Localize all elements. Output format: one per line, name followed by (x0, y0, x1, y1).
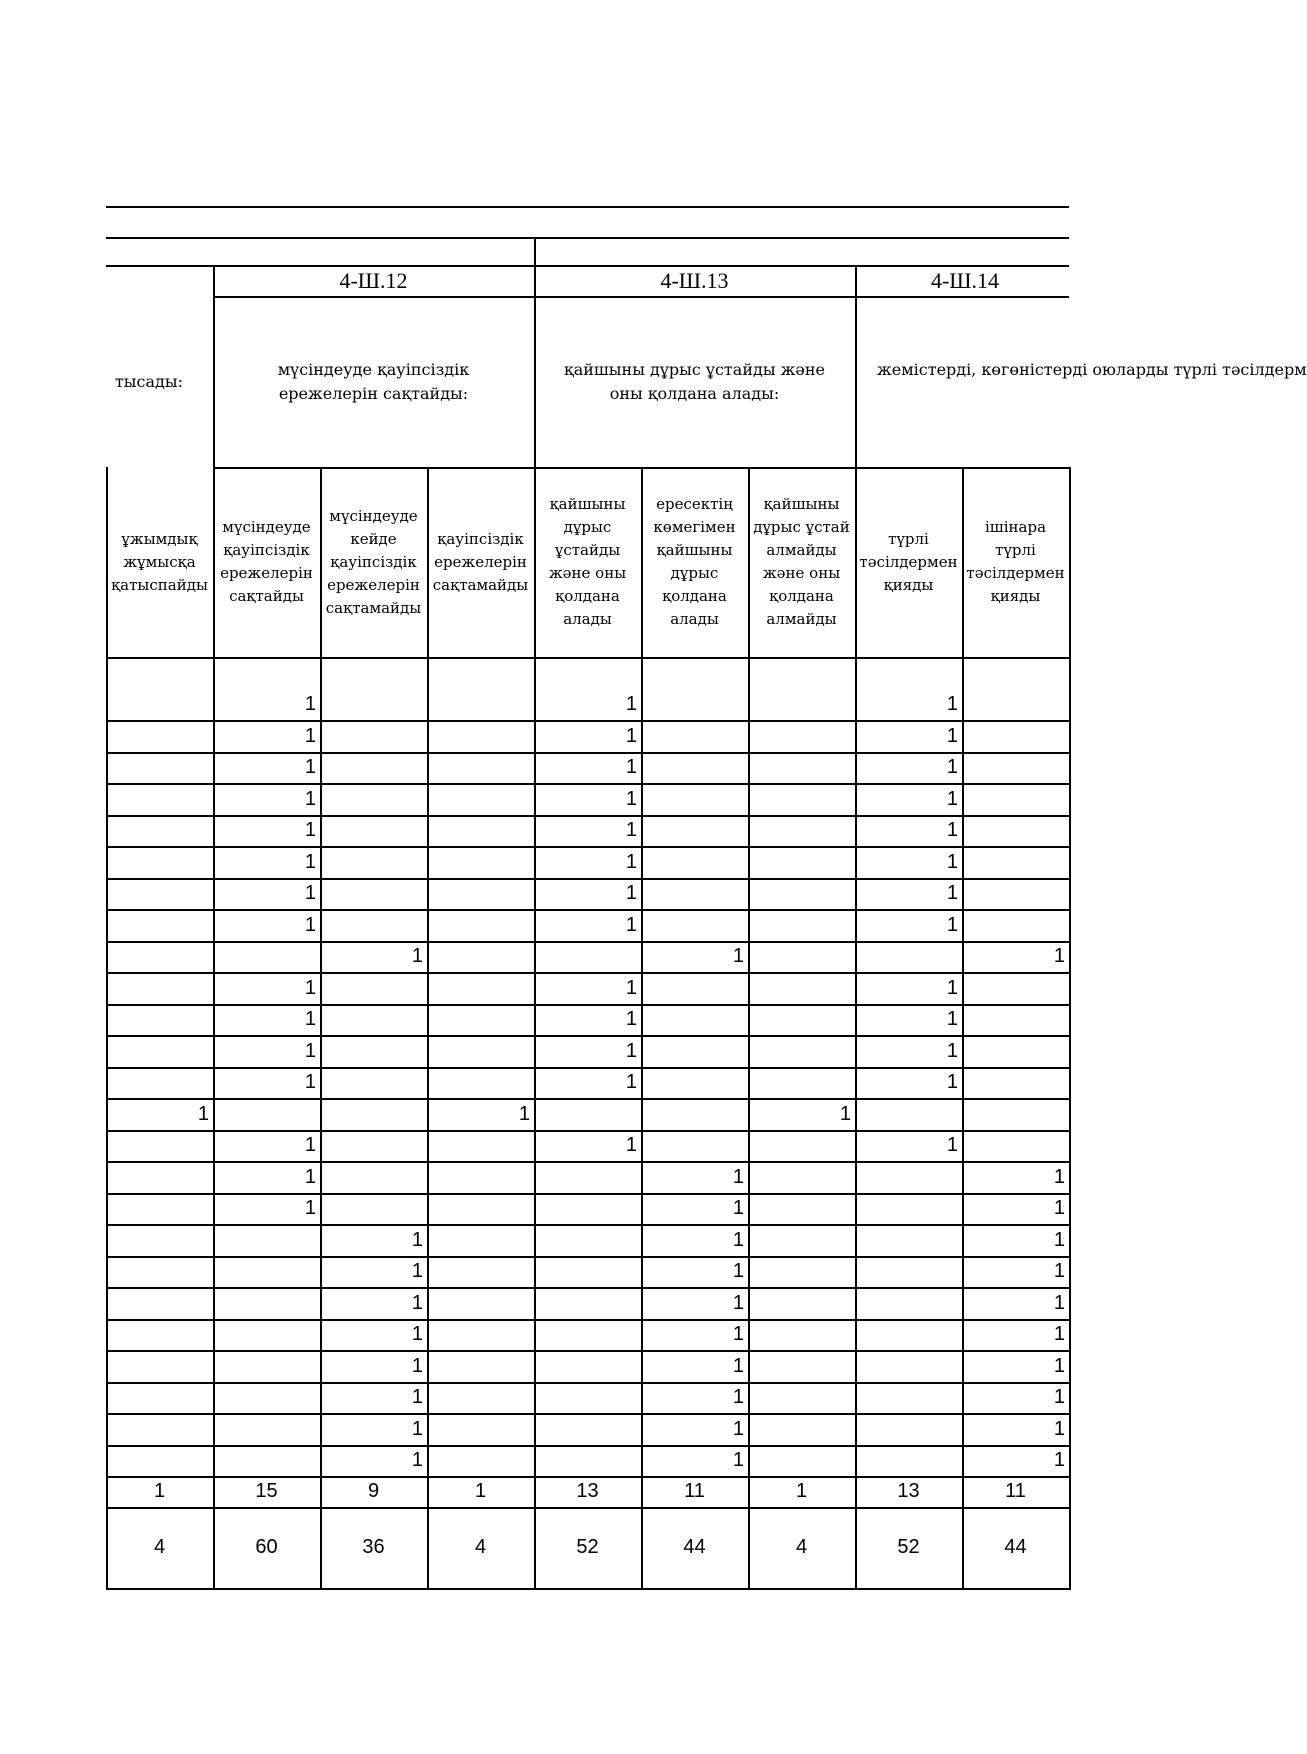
table-cell (106, 1382, 213, 1413)
group-description: мүсіндеуде қауіпсіздік ережелерін сақтайды: (277, 360, 470, 403)
table-cell (106, 1445, 213, 1476)
table-cell: 1 (304, 882, 316, 904)
table-cell (748, 1351, 855, 1382)
table-cell: 1 (946, 1134, 958, 1156)
table-cell (427, 815, 534, 846)
table-cell (641, 1004, 748, 1035)
table-cell (427, 1162, 534, 1193)
table-cell (106, 1067, 213, 1098)
table-cell (962, 752, 1069, 783)
total-cell: 1 (153, 1480, 166, 1502)
table-cell (427, 1414, 534, 1445)
table-cell (106, 1036, 213, 1067)
table-cell (748, 1414, 855, 1445)
column-header: мүсіндеуде қауіпсіздік ережелерін сақтайды (220, 518, 313, 605)
percentage-cell: 60 (255, 1536, 278, 1558)
table-cell (534, 1351, 641, 1382)
row-line (106, 657, 1069, 659)
table-cell (106, 1225, 213, 1256)
table-cell: 1 (625, 882, 637, 904)
table-cell: 1 (732, 1323, 744, 1345)
table-cell (534, 1193, 641, 1224)
table-cell: 1 (411, 1260, 423, 1282)
table-cell: 1 (304, 850, 316, 873)
table-cell: 1 (946, 787, 958, 810)
column-divider (1069, 467, 1071, 1590)
table-cell (748, 878, 855, 909)
table-cell (427, 878, 534, 909)
group-code: 4-Ш.13 (660, 268, 729, 293)
table-cell (106, 847, 213, 878)
table-cell (427, 1225, 534, 1256)
table-cell (106, 721, 213, 752)
table-cell: 1 (304, 913, 316, 936)
table-cell: 1 (625, 724, 637, 747)
table-cell: 1 (304, 1071, 316, 1093)
table-cell (320, 1067, 427, 1098)
table-cell (748, 1225, 855, 1256)
table-cell (855, 1225, 962, 1256)
table-cell: 1 (625, 693, 637, 715)
table-cell (320, 1193, 427, 1224)
table-cell (213, 1099, 320, 1130)
table-cell (962, 1099, 1069, 1130)
table-cell (962, 689, 1069, 720)
table-cell (106, 1288, 213, 1319)
table-cell (748, 1036, 855, 1067)
table-cell (855, 1099, 962, 1130)
table-cell (641, 1099, 748, 1130)
table-cell (534, 1288, 641, 1319)
total-cell: 1 (795, 1480, 808, 1502)
table-cell (534, 1382, 641, 1413)
column-header: ішінара түрлі тәсілдермен қияды (966, 518, 1065, 605)
table-cell (106, 1256, 213, 1287)
table-cell: 1 (304, 819, 316, 841)
table-cell (106, 1414, 213, 1445)
table-cell: 1 (1053, 1386, 1065, 1408)
table-cell (534, 1162, 641, 1193)
group-code: 4-Ш.12 (339, 268, 408, 293)
table-cell (534, 1099, 641, 1130)
table-cell: 1 (1053, 1449, 1065, 1471)
table-cell (106, 689, 213, 720)
table-cell (106, 1193, 213, 1224)
table-cell (962, 1067, 1069, 1098)
table-cell: 1 (946, 724, 958, 747)
table-cell (213, 1256, 320, 1287)
table-cell: 1 (625, 1071, 637, 1093)
table-cell (213, 1319, 320, 1350)
table-cell (213, 1225, 320, 1256)
table-cell (534, 1414, 641, 1445)
table-cell (855, 1319, 962, 1350)
table-cell: 1 (946, 913, 958, 936)
table-cell: 1 (1053, 1260, 1065, 1282)
table-cell: 1 (304, 693, 316, 715)
total-cell: 13 (576, 1480, 599, 1502)
column-header: қайшыны дұрыс ұстайды және оны қолдана алады (548, 495, 627, 628)
table-cell: 1 (732, 945, 744, 967)
table-cell (748, 1004, 855, 1035)
table-cell: 1 (946, 850, 958, 873)
table-cell: 1 (1053, 1291, 1065, 1314)
total-cell: 11 (684, 1480, 705, 1502)
table-cell (855, 1414, 962, 1445)
table-cell (320, 910, 427, 941)
table-cell (855, 1288, 962, 1319)
table-cell (427, 973, 534, 1004)
table-cell: 1 (411, 1386, 423, 1408)
table-cell: 1 (732, 1449, 744, 1471)
table-cell (320, 721, 427, 752)
table-cell (748, 784, 855, 815)
table-cell: 1 (946, 756, 958, 778)
table-cell: 1 (304, 756, 316, 778)
header-rule (213, 296, 1069, 298)
table-cell: 1 (411, 945, 423, 967)
table-cell: 1 (1053, 1228, 1065, 1251)
table-cell (534, 1319, 641, 1350)
table-cell (748, 1319, 855, 1350)
total-cell: 9 (367, 1480, 380, 1502)
table-cell: 1 (946, 1008, 958, 1030)
percentage-cell: 4 (795, 1536, 808, 1558)
table-cell: 1 (946, 976, 958, 999)
table-cell (320, 1162, 427, 1193)
table-cell (106, 1319, 213, 1350)
table-cell: 1 (625, 913, 637, 936)
table-cell (106, 752, 213, 783)
table-cell (427, 1193, 534, 1224)
table-cell (641, 721, 748, 752)
table-cell: 1 (1053, 1197, 1065, 1219)
table-cell: 1 (304, 976, 316, 999)
table-cell: 1 (732, 1417, 744, 1440)
table-cell (855, 1445, 962, 1476)
table-cell (213, 1414, 320, 1445)
table-cell: 1 (304, 1165, 316, 1188)
table-cell: 1 (304, 1008, 316, 1030)
table-cell (427, 1445, 534, 1476)
table-cell (213, 941, 320, 972)
assessment-table (106, 0, 1307, 1754)
table-cell: 1 (625, 1008, 637, 1030)
table-cell: 1 (732, 1165, 744, 1188)
table-cell: 1 (1053, 1417, 1065, 1440)
table-cell (213, 1288, 320, 1319)
row-line (106, 1588, 1069, 1590)
header-divider (534, 237, 536, 265)
table-cell (320, 1130, 427, 1161)
table-cell (748, 1382, 855, 1413)
table-cell (748, 721, 855, 752)
table-cell (106, 784, 213, 815)
group-code: 4-Ш.14 (930, 268, 1000, 293)
table-cell (106, 815, 213, 846)
table-cell (106, 1351, 213, 1382)
table-cell (106, 1004, 213, 1035)
table-cell (748, 815, 855, 846)
table-cell (106, 1162, 213, 1193)
table-cell (641, 1130, 748, 1161)
table-cell (641, 815, 748, 846)
table-cell (962, 721, 1069, 752)
table-cell (855, 1162, 962, 1193)
table-cell (320, 973, 427, 1004)
table-cell (748, 752, 855, 783)
table-cell (534, 1445, 641, 1476)
table-cell (534, 1256, 641, 1287)
group-description: қайшыны дұрыс ұстайды және оны қолдана алады: (564, 360, 825, 403)
column-header: мүсіндеуде кейде қауіпсіздік ережелерін сақтамайды (325, 506, 422, 617)
table-cell (855, 1193, 962, 1224)
table-cell: 1 (946, 693, 958, 715)
table-cell (748, 847, 855, 878)
total-cell: 1 (474, 1480, 487, 1502)
table-cell (427, 941, 534, 972)
table-cell (427, 1319, 534, 1350)
table-cell (641, 784, 748, 815)
table-cell (106, 878, 213, 909)
table-cell (641, 752, 748, 783)
column-header: түрлі тәсілдермен қияды (859, 529, 958, 594)
table-cell (748, 1130, 855, 1161)
table-cell: 1 (625, 1134, 637, 1156)
table-cell (962, 1036, 1069, 1067)
table-cell (855, 1256, 962, 1287)
table-cell (748, 1193, 855, 1224)
header-rule (106, 206, 1069, 208)
table-cell (641, 1067, 748, 1098)
table-cell (962, 1004, 1069, 1035)
table-cell: 1 (304, 1197, 316, 1219)
table-cell (641, 1036, 748, 1067)
table-cell (748, 1162, 855, 1193)
table-cell (962, 878, 1069, 909)
table-cell: 1 (411, 1449, 423, 1471)
table-cell: 1 (839, 1102, 851, 1125)
table-cell: 1 (732, 1386, 744, 1408)
table-cell: 1 (946, 819, 958, 841)
table-cell (962, 1130, 1069, 1161)
table-cell: 1 (411, 1323, 423, 1345)
table-cell (213, 1382, 320, 1413)
table-cell (427, 1130, 534, 1161)
table-cell (427, 689, 534, 720)
table-cell (427, 1288, 534, 1319)
table-cell: 1 (732, 1260, 744, 1282)
table-cell (427, 1382, 534, 1413)
table-cell: 1 (304, 724, 316, 747)
table-cell (962, 784, 1069, 815)
table-cell (427, 1256, 534, 1287)
table-cell: 1 (518, 1102, 530, 1125)
table-cell (641, 689, 748, 720)
group-description: жемістерді, көгөністерді оюларды түрлі тәсілдерм (877, 360, 1307, 379)
column-header: қауіпсіздік ережелерін сақтамайды (432, 529, 529, 594)
table-cell: 1 (625, 850, 637, 873)
table-cell (855, 1351, 962, 1382)
table-cell: 1 (946, 882, 958, 904)
table-cell (320, 815, 427, 846)
table-cell (427, 910, 534, 941)
table-cell (748, 1445, 855, 1476)
percentage-cell: 44 (1004, 1536, 1027, 1558)
column-header: ересектің көмегімен қайшыны дұрыс қолдана алады (653, 495, 736, 628)
table-cell (106, 1130, 213, 1161)
table-cell: 1 (732, 1291, 744, 1314)
percentage-cell: 44 (683, 1536, 706, 1558)
table-cell (106, 910, 213, 941)
table-cell (427, 784, 534, 815)
table-cell: 1 (411, 1417, 423, 1440)
table-cell (320, 1004, 427, 1035)
table-cell (748, 689, 855, 720)
total-cell: 15 (255, 1480, 278, 1502)
table-cell: 1 (946, 1071, 958, 1093)
table-cell: 1 (1053, 945, 1065, 967)
table-cell (748, 1256, 855, 1287)
table-cell: 1 (625, 1039, 637, 1062)
table-cell (427, 721, 534, 752)
percentage-cell: 4 (474, 1536, 487, 1558)
table-cell (320, 752, 427, 783)
table-cell (427, 1351, 534, 1382)
percentage-cell: 52 (897, 1536, 920, 1558)
table-cell (320, 784, 427, 815)
table-cell (641, 847, 748, 878)
table-cell: 1 (1053, 1323, 1065, 1345)
table-cell (427, 1004, 534, 1035)
total-cell: 13 (897, 1480, 920, 1502)
table-cell (427, 1036, 534, 1067)
table-cell: 1 (625, 756, 637, 778)
column-header: ұжымдық жұмысқа қатыспайды (111, 529, 208, 594)
table-cell (748, 910, 855, 941)
table-cell (534, 941, 641, 972)
table-cell: 1 (1053, 1165, 1065, 1188)
table-cell (748, 941, 855, 972)
table-cell: 1 (197, 1102, 209, 1125)
table-cell: 1 (732, 1354, 744, 1377)
table-cell (106, 941, 213, 972)
table-cell (320, 1099, 427, 1130)
table-cell: 1 (625, 976, 637, 999)
percentage-cell: 36 (362, 1536, 385, 1558)
table-cell: 1 (411, 1291, 423, 1314)
table-cell (641, 878, 748, 909)
table-cell (427, 1067, 534, 1098)
percentage-cell: 52 (576, 1536, 599, 1558)
table-cell (534, 1225, 641, 1256)
table-cell (427, 847, 534, 878)
table-cell (320, 1036, 427, 1067)
table-cell: 1 (625, 787, 637, 810)
total-cell: 11 (1005, 1480, 1026, 1502)
table-cell: 1 (411, 1228, 423, 1251)
table-cell: 1 (732, 1197, 744, 1219)
header-rule (106, 237, 1069, 239)
table-cell (962, 973, 1069, 1004)
table-cell (320, 847, 427, 878)
percentage-cell: 4 (153, 1536, 166, 1558)
table-cell: 1 (1053, 1354, 1065, 1377)
table-cell (962, 847, 1069, 878)
table-cell: 1 (946, 1039, 958, 1062)
group-description: тысады: (114, 372, 183, 391)
table-cell: 1 (304, 1134, 316, 1156)
table-cell (748, 973, 855, 1004)
column-header: қайшыны дұрыс ұстай алмайды және оны қолдана алмайды (753, 495, 850, 628)
table-cell (320, 689, 427, 720)
table-cell (213, 1445, 320, 1476)
table-cell (320, 878, 427, 909)
table-cell: 1 (411, 1354, 423, 1377)
table-cell (641, 973, 748, 1004)
table-cell (855, 941, 962, 972)
table-cell (748, 1288, 855, 1319)
table-cell (213, 1351, 320, 1382)
table-cell: 1 (732, 1228, 744, 1251)
table-cell: 1 (304, 787, 316, 810)
table-cell: 1 (625, 819, 637, 841)
table-cell (748, 1067, 855, 1098)
table-cell: 1 (304, 1039, 316, 1062)
table-cell (427, 752, 534, 783)
table-cell (962, 910, 1069, 941)
table-cell (106, 973, 213, 1004)
table-cell (855, 1382, 962, 1413)
table-cell (962, 815, 1069, 846)
table-cell (641, 910, 748, 941)
